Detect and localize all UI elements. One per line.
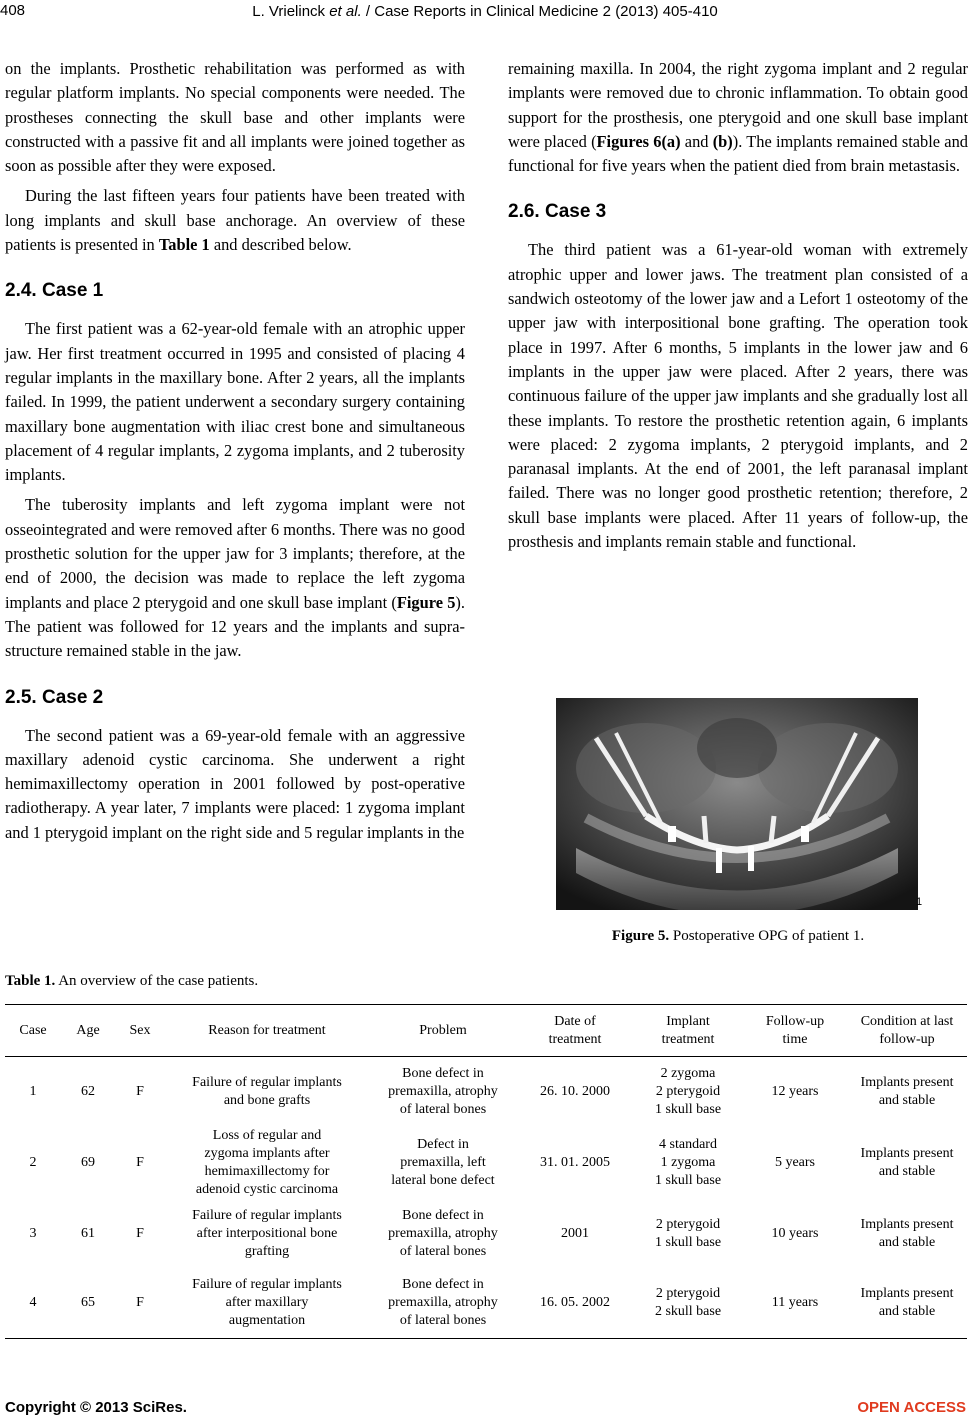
table-cell: Implants present and stable (860, 1074, 954, 1108)
section-heading-case-1: 2.4. Case 1 (5, 280, 104, 302)
paragraph: remaining maxilla. In 2004, the right zygoma implant and 2 regular implants were removed due to chronic inflammation. To obtain good support for the prosthesis, one pterygoid and one skull base implant were placed (Figures 6(a) and (b)). The implants remained stable and functional for five years when the patient died from brain metastasis. (508, 59, 968, 176)
column-header: Date of treatment (548, 1013, 602, 1047)
running-head-journal: / Case Reports in Clinical Medicine 2 (2013) 405-410 (361, 3, 718, 20)
table-cell: Implants present and stable (860, 1145, 954, 1179)
paragraph: on the implants. Prosthetic rehabilitation was performed as with regular platform implants. No special components were needed. The prostheses connecting the skull base and other implants were constructed with a passive fit and all implants were joined together as soon as possible after they were exposed. (5, 59, 465, 176)
table-cell: 2 pterygoid 2 skull base (654, 1286, 722, 1320)
paragraph: The third patient was a 61-year-old woman with extremely atrophic upper and lower jaws. The treatment plan consisted of a sandwich osteotomy of the lower jaw and a Lefort 1 osteotomy of the upper jaw with interpositional bone grafting. The operation took place in 1997. After 6 months, 5 implants in the lower jaw and 6 implants in the upper jaw were placed. After 2 years, there was continuous failure of the upper jaw implants and she gradually lost all these implants. To restore the prosthetic retention again, 6 implants were placed: 2 zygoma implants, 2 pterygoid implants, and 2 paranasal implants. At the end of 2001, the left paranasal implant failed. There was no longer good prosthetic retention; therefore, 2 skull base implants were placed. After 11 years of follow-up, the prosthesis and implants remain stable and functional. (508, 240, 968, 552)
table-row (5, 1057, 967, 1127)
table-cell: 4 (29, 1295, 37, 1311)
opg-radiograph (556, 698, 918, 910)
table-cell: 2 zygoma 2 pterygoid 1 skull base (654, 1065, 722, 1117)
table-cell: Loss of regular and zygoma implants after hemimaxillectomy for adenoid cystic carcinoma (195, 1127, 339, 1197)
table-cell: 2001 (561, 1225, 589, 1241)
case-overview-table (5, 1004, 967, 1339)
open-access-label: OPEN ACCESS (857, 1399, 966, 1416)
table-cell: Failure of regular implants and bone grafts (192, 1074, 342, 1108)
figure-reference[interactable]: Figure 5 (396, 592, 456, 612)
table-header-row (5, 1005, 967, 1057)
figure-caption (508, 928, 968, 945)
paragraph: The second patient was a 69-year-old female with an aggressive maxillary adenoid cystic carcinoma. She underwent a right hemimaxillectomy operation in 2001 followed by post-operative radiotherapy. A year later, 7 implants were placed: 1 zygoma implant and 1 pterygoid implant on the right side and 5 regular implants in the (5, 725, 465, 842)
table-cell: 62 (81, 1083, 95, 1099)
running-head-authors: L. Vrielinck (252, 3, 330, 20)
table-cell: 69 (81, 1154, 95, 1170)
table-cell: 16. 05. 2002 (540, 1295, 610, 1311)
page-number: 408 (0, 2, 26, 19)
figure-marker: 1 (916, 896, 923, 908)
table-cell: F (136, 1295, 144, 1311)
paragraph: The first patient was a 62-year-old female with an atrophic upper jaw. Her first treatment occurred in 1995 and consisted of placing 4 regular implants in the maxillary bone. After 2 years, all the implants failed. In 1999, the patient underwent a secondary surgery containing maxillary bone augmentation with iliac crest bone and simultaneous placement of 4 regular implants, 2 zygoma implants, and 2 tuberosity implants. (5, 319, 465, 485)
left-column (5, 57, 465, 845)
table-cell: Bone defect in premaxilla, atrophy of lateral bones (388, 1277, 498, 1329)
table-cell: 65 (81, 1295, 95, 1311)
table-cell: Implants present and stable (860, 1216, 954, 1250)
table-row (5, 1127, 967, 1199)
copyright-notice: Copyright © 2013 SciRes. (5, 1399, 187, 1416)
table-cell: 2 pterygoid 1 skull base (654, 1216, 722, 1250)
figure-label: Figure 5. (611, 928, 670, 944)
table-cell: Defect in premaxilla, left lateral bone defect (391, 1136, 495, 1188)
table-cell: Failure of regular implants after maxillary augmentation (192, 1277, 342, 1329)
column-header: Case (19, 1022, 47, 1038)
table-label: Table 1. (5, 973, 56, 989)
paragraph: During the last fifteen years four patients have been treated with long implants and skull base anchorage. An overview of these patients is presented in Table 1 and described below. (5, 186, 465, 255)
table-cell: F (136, 1083, 144, 1099)
table-cell: 3 (29, 1225, 37, 1241)
paragraph: The tuberosity implants and left zygoma implant were not osseointegrated and were removed after 6 months. There was no good prosthetic solution for the upper jaw for 3 implants; therefore, at the end of 2000, the decision was made to replace the left zygoma implants and place 2 pterygoid and one skull base implant (Figure 5). The patient was followed for 12 years and the implants and supra-structure remained stable in the jaw. (5, 495, 465, 661)
table-cell: 12 years (771, 1083, 819, 1099)
column-header: Problem (419, 1022, 467, 1038)
column-header: Sex (129, 1022, 151, 1038)
figure-reference[interactable]: (b) (712, 131, 733, 151)
table-cell: 31. 01. 2005 (540, 1154, 610, 1170)
table-cell: 11 years (771, 1295, 819, 1311)
table-caption (5, 973, 258, 990)
table-cell: 26. 10. 2000 (540, 1083, 610, 1099)
table-row (5, 1199, 967, 1269)
running-head (0, 3, 970, 20)
table-cell: Bone defect in premaxilla, atrophy of lateral bones (388, 1065, 498, 1117)
table-row (5, 1269, 967, 1339)
running-head-etal: et al. (329, 3, 362, 20)
column-header: Reason for treatment (208, 1022, 326, 1038)
table-reference[interactable]: Table 1 (158, 235, 210, 255)
figure-reference[interactable]: Figures 6(a) (596, 131, 681, 151)
table-cell: 1 (29, 1083, 37, 1099)
table-cell: F (136, 1225, 144, 1241)
column-header: Age (76, 1022, 100, 1038)
table-cell: 2 (29, 1154, 37, 1170)
table-cell: 5 years (774, 1154, 816, 1170)
figure-caption-text: Postoperative OPG of patient 1. (669, 928, 865, 944)
table-caption-text: An overview of the case patients. (55, 973, 259, 989)
column-header: Follow-up time (765, 1013, 825, 1047)
table-cell: 10 years (771, 1225, 819, 1241)
column-header: Implant treatment (661, 1013, 715, 1047)
page-header (0, 0, 970, 26)
table-cell: Failure of regular implants after interpositional bone grafting (192, 1207, 342, 1259)
section-heading-case-2: 2.5. Case 2 (5, 686, 104, 708)
table-cell: Bone defect in premaxilla, atrophy of lateral bones (388, 1207, 498, 1259)
right-column (508, 57, 968, 554)
table-cell: 4 standard 1 zygoma 1 skull base (654, 1136, 722, 1188)
table-cell: F (136, 1154, 144, 1170)
section-heading-case-3: 2.6. Case 3 (508, 201, 607, 223)
table-cell: Implants present and stable (860, 1286, 954, 1320)
table-cell: 61 (81, 1225, 95, 1241)
xray-image (556, 698, 918, 910)
column-header: Condition at last follow-up (860, 1013, 954, 1047)
